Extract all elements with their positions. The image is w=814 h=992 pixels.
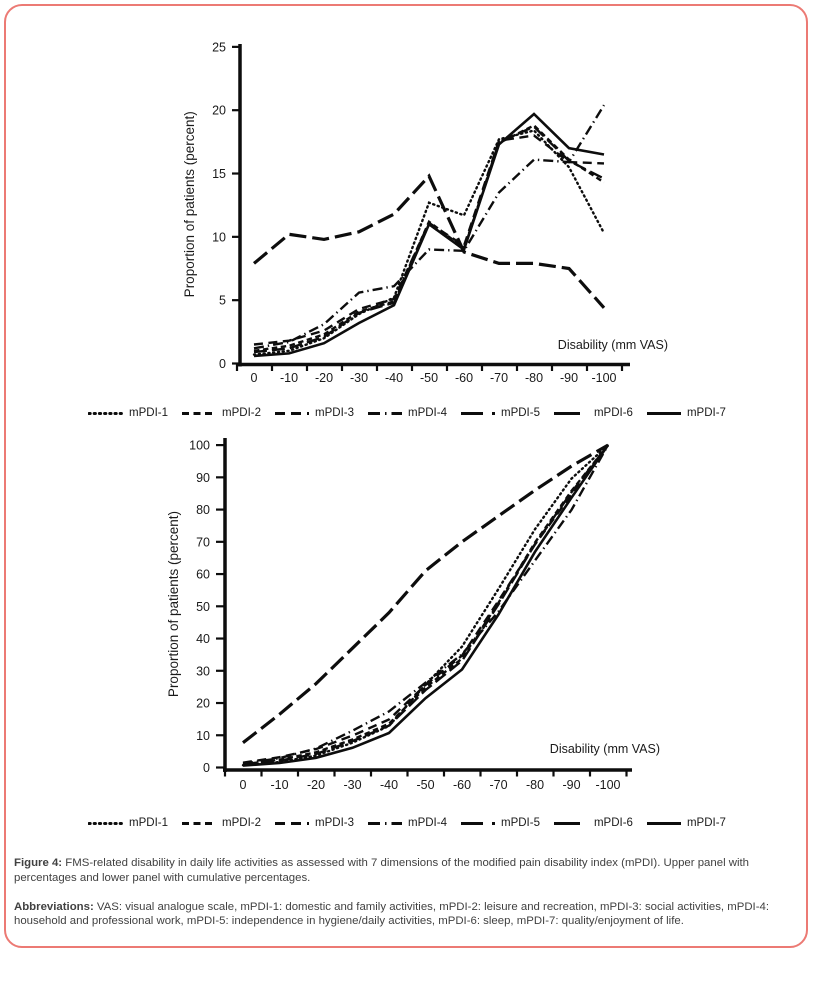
legend-label: mPDI-4: [408, 407, 447, 419]
legend-label: mPDI-3: [315, 817, 354, 829]
y-tick-label: 15: [212, 167, 226, 182]
legend-item-mPDI-6: [553, 817, 633, 829]
caption-block: [14, 856, 802, 943]
x-axis-title: Disability (mm VAS): [549, 742, 660, 756]
legend-item-mPDI-4: [367, 407, 447, 419]
long-dash-line-swatch-icon: [460, 410, 496, 417]
dash-line-swatch-icon: [274, 820, 310, 827]
y-tick-label: 100: [189, 438, 210, 453]
legend-item-mPDI-1: [88, 407, 168, 419]
series-mPDI-1-line: [254, 131, 604, 355]
legend-label: mPDI-2: [222, 407, 262, 419]
abbreviations-label: Abbreviations:: [14, 900, 94, 913]
y-tick-label: 25: [212, 40, 226, 55]
dash-line-swatch-icon: [274, 410, 310, 417]
legend-label: mPDI-6: [593, 817, 633, 829]
short-dash-line-swatch-icon: [181, 820, 217, 827]
x-tick-label: 0: [239, 778, 247, 792]
legend-label: mPDI-1: [129, 407, 169, 419]
legend-item-mPDI-2: [181, 817, 261, 829]
chart-upper-panel: [182, 40, 668, 385]
dotted-line-swatch-icon: [88, 820, 124, 827]
y-tick-label: 20: [212, 103, 226, 118]
series-mPDI-5-line: [243, 445, 608, 764]
legend-label: mPDI-7: [686, 407, 726, 419]
y-tick-label: 50: [196, 599, 210, 614]
x-tick-label: 0: [250, 371, 258, 385]
y-tick-label: 60: [196, 567, 210, 582]
x-tick-label: -20: [314, 371, 334, 385]
dash-dot-line-swatch-icon: [367, 820, 403, 827]
legend-upper-panel: [0, 407, 814, 419]
y-tick-label: 70: [196, 535, 210, 550]
y-tick-label: 20: [196, 696, 210, 711]
solid-line-swatch-icon: [646, 410, 682, 417]
series-mPDI-1-line: [243, 445, 608, 765]
legend-label: mPDI-6: [593, 407, 633, 419]
x-tick-label: -90: [562, 778, 581, 792]
abbreviations: [14, 900, 802, 930]
x-tick-label: -100: [591, 371, 617, 385]
figure-caption-text: FMS-related disability in daily life activities as assessed with 7 dimensions of the modified pain disability index (mPDI). Upper panel with percentages and lower panel with cumulative percentages.: [14, 857, 750, 884]
x-tick-label: -100: [595, 778, 621, 792]
figure-caption-label: Figure 4:: [14, 857, 63, 869]
x-tick-label: -70: [489, 371, 509, 385]
x-tick-label: -80: [524, 371, 544, 385]
x-tick-label: -60: [452, 778, 472, 792]
legend-item-mPDI-1: [88, 817, 168, 829]
legend-label: mPDI-2: [222, 817, 262, 829]
legend-item-mPDI-4: [367, 817, 447, 829]
series-mPDI-6-line: [254, 176, 604, 308]
legend-label: mPDI-4: [408, 817, 447, 829]
legend-item-mPDI-7: [646, 407, 726, 419]
series-mPDI-3-line: [243, 445, 608, 763]
legend-item-mPDI-5: [460, 817, 540, 829]
legend-item-mPDI-2: [181, 407, 261, 419]
figure-caption: [14, 856, 802, 886]
legend-label: mPDI-7: [686, 817, 726, 829]
y-axis-title: Proportion of patients (percent): [166, 510, 181, 698]
xlong-dash-line-swatch-icon: [553, 820, 589, 827]
legend-item-mPDI-7: [646, 817, 726, 829]
legend-item-mPDI-3: [274, 407, 354, 419]
legend-label: mPDI-1: [129, 817, 169, 829]
y-tick-label: 90: [196, 470, 210, 485]
x-tick-label: -30: [343, 778, 362, 792]
x-tick-label: -60: [454, 371, 474, 385]
series-mPDI-3-line: [254, 136, 604, 345]
y-tick-label: 80: [196, 503, 210, 518]
x-tick-label: -10: [270, 778, 289, 792]
legend-lower-panel: [0, 817, 814, 829]
legend-label: mPDI-5: [500, 407, 540, 419]
x-tick-label: -50: [416, 778, 435, 792]
series-mPDI-7-line: [243, 445, 608, 765]
solid-line-swatch-icon: [646, 820, 682, 827]
y-tick-label: 10: [196, 728, 210, 743]
long-dash-line-swatch-icon: [460, 820, 496, 827]
series-mPDI-2-line: [243, 445, 608, 764]
x-tick-label: -70: [489, 778, 508, 792]
series-mPDI-4-line: [243, 445, 608, 763]
x-tick-label: -30: [349, 371, 369, 385]
y-tick-label: 40: [196, 632, 210, 647]
abbreviations-text: VAS: visual analogue scale, mPDI-1: domestic and family activities, mPDI-2: leisure and recreation, mPDI-3: social activities, mPDI-4: household and professional work, mPDI-5: independence in hygiene/daily activities, mPDI-6: sleep, mPDI-7: quality/enjoyment of life.: [14, 900, 770, 928]
y-tick-label: 0: [219, 357, 226, 371]
short-dash-line-swatch-icon: [181, 410, 217, 417]
legend-item-mPDI-3: [274, 817, 354, 829]
dash-dot-line-swatch-icon: [367, 410, 403, 417]
x-tick-label: -40: [384, 371, 404, 385]
x-tick-label: -40: [379, 778, 399, 792]
xlong-dash-line-swatch-icon: [553, 410, 589, 417]
chart-lower-panel: [166, 438, 660, 792]
legend-item-mPDI-5: [460, 407, 540, 419]
series-mPDI-2-line: [254, 125, 604, 350]
y-axis-title: Proportion of patients (percent): [182, 111, 197, 298]
x-tick-label: -90: [559, 371, 579, 385]
x-axis-title: Disability (mm VAS): [557, 338, 668, 352]
legend-label: mPDI-3: [315, 407, 354, 419]
x-tick-label: -50: [419, 371, 439, 385]
x-tick-label: -20: [306, 778, 326, 792]
y-tick-label: 30: [196, 664, 210, 679]
x-tick-label: -10: [279, 371, 299, 385]
legend-label: mPDI-5: [500, 817, 540, 829]
y-tick-label: 10: [212, 230, 226, 245]
dotted-line-swatch-icon: [88, 410, 124, 417]
y-tick-label: 0: [203, 761, 210, 775]
x-tick-label: -80: [525, 778, 545, 792]
legend-item-mPDI-6: [553, 407, 633, 419]
y-tick-label: 5: [219, 293, 226, 308]
